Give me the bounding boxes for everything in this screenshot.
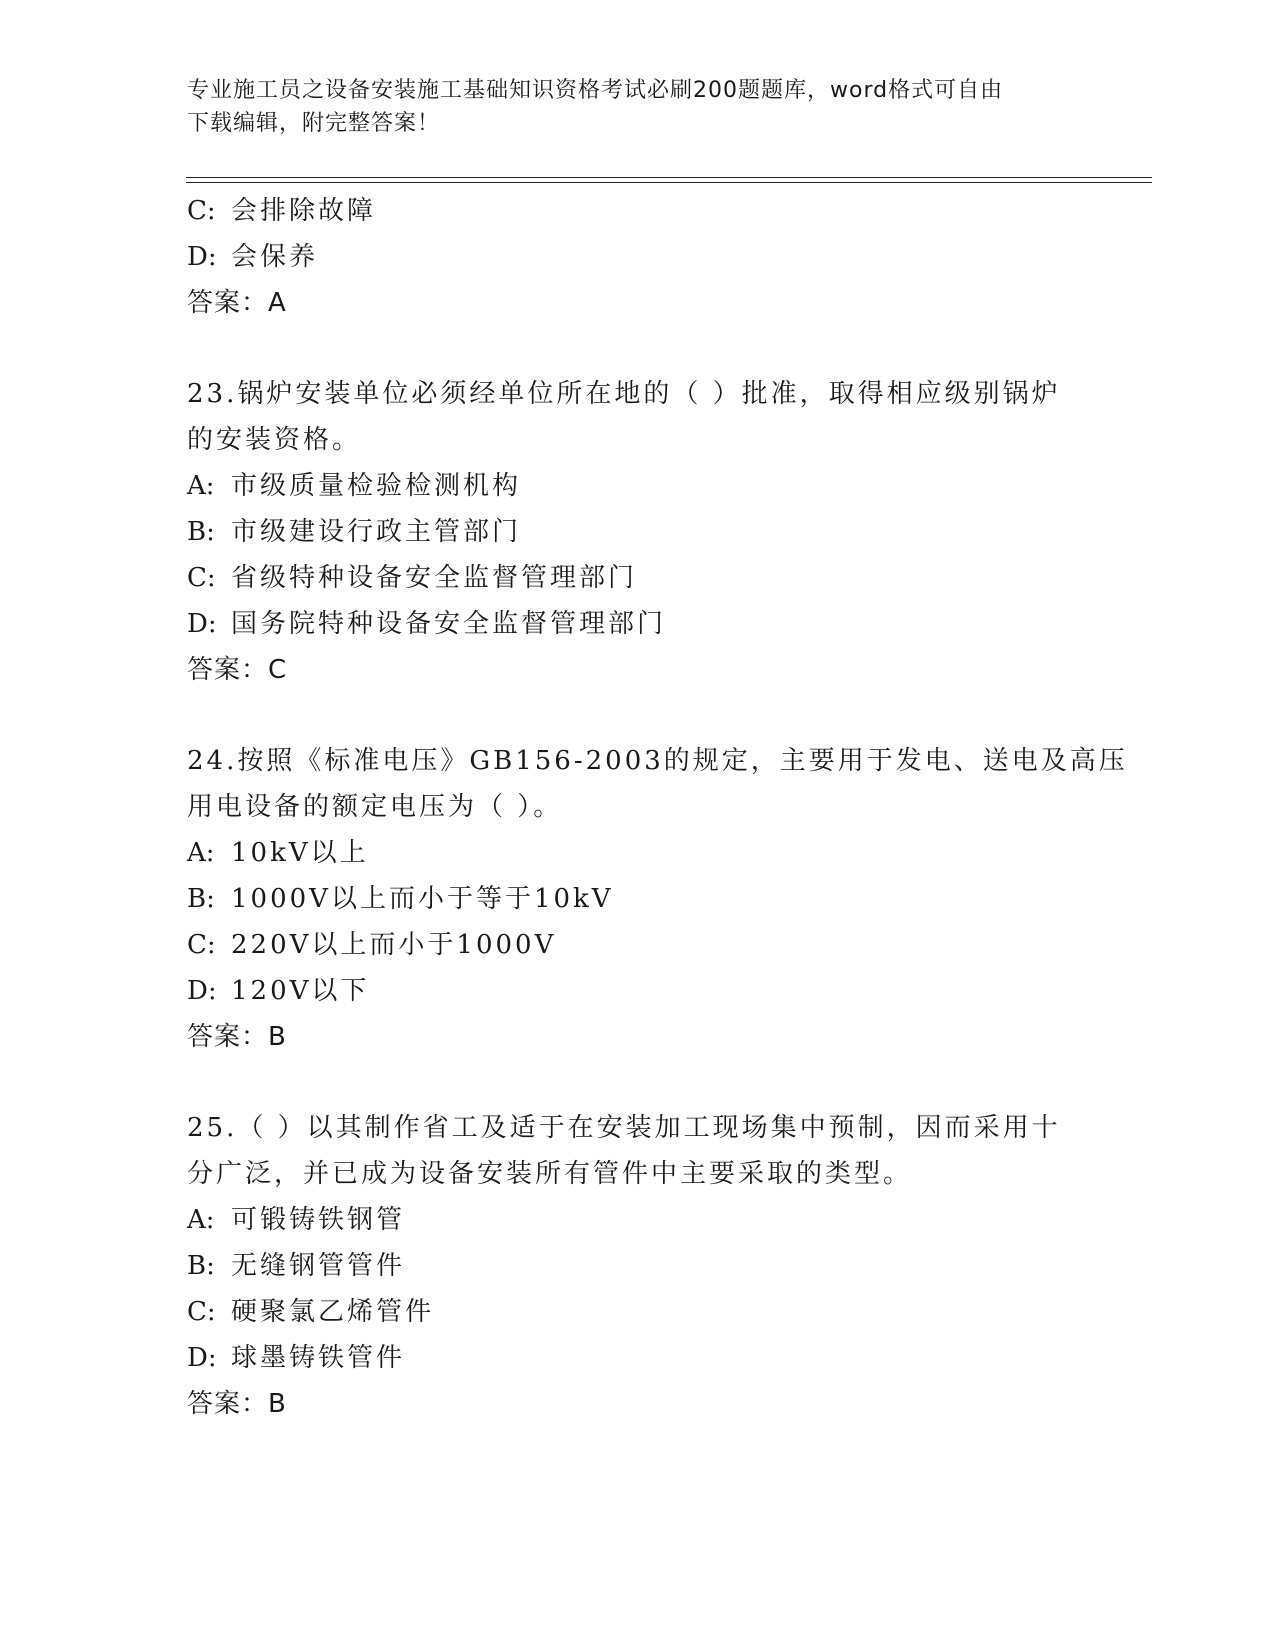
option-letter: D: bbox=[187, 1343, 217, 1373]
document-header bbox=[187, 74, 1087, 140]
question-stem-line: 24.按照《标准电压》GB156-2003的规定，主要用于发电、送电及高压 bbox=[187, 746, 1128, 776]
header-line-1: 专业施工员之设备安装施工基础知识资格考试必刷200题题库，word格式可自由 bbox=[187, 78, 1004, 103]
option-b bbox=[187, 509, 1087, 555]
option-b bbox=[187, 1243, 1087, 1289]
option-text: 无缝钢管管件 bbox=[231, 1251, 406, 1281]
question-25 bbox=[187, 1105, 1087, 1427]
option-letter: C: bbox=[187, 563, 216, 593]
option-text: 10kV以上 bbox=[231, 838, 369, 868]
option-d bbox=[187, 1335, 1087, 1381]
option-letter: C: bbox=[187, 1297, 216, 1327]
option-letter: B: bbox=[187, 884, 215, 914]
answer-line: 答案：A bbox=[187, 288, 287, 318]
question-list bbox=[187, 188, 1128, 1427]
option-letter: B: bbox=[187, 517, 215, 547]
option-text: 1000V以上而小于等于10kV bbox=[231, 884, 614, 914]
option-a bbox=[187, 1197, 1087, 1243]
option-letter: D: bbox=[187, 242, 217, 272]
option-c bbox=[187, 555, 1087, 601]
option-letter: D: bbox=[187, 976, 217, 1006]
question-stem-line: 用电设备的额定电压为（ ）。 bbox=[187, 792, 563, 822]
option-text: 220V以上而小于1000V bbox=[231, 930, 557, 960]
option-letter: A: bbox=[187, 838, 215, 868]
question-22-tail bbox=[187, 188, 1087, 326]
option-text: 市级质量检验检测机构 bbox=[231, 471, 522, 501]
option-c bbox=[187, 922, 1087, 968]
option-text: 会排除故障 bbox=[231, 196, 377, 226]
option-text: 市级建设行政主管部门 bbox=[231, 517, 522, 547]
spacer bbox=[187, 693, 1087, 738]
option-text: 120V以下 bbox=[231, 976, 370, 1006]
option-c bbox=[187, 1289, 1087, 1335]
option-text: 省级特种设备安全监督管理部门 bbox=[231, 563, 638, 593]
option-text: 国务院特种设备安全监督管理部门 bbox=[231, 609, 667, 639]
option-letter: C: bbox=[187, 196, 216, 226]
header-divider bbox=[186, 177, 1152, 183]
option-letter: B: bbox=[187, 1251, 215, 1281]
option-text: 可锻铸铁钢管 bbox=[231, 1205, 406, 1235]
header-line-2: 下载编辑，附完整答案！ bbox=[187, 111, 441, 136]
option-text: 会保养 bbox=[231, 242, 319, 272]
answer-line: 答案：B bbox=[187, 1022, 287, 1052]
question-23 bbox=[187, 371, 1087, 693]
answer-line: 答案：C bbox=[187, 655, 288, 685]
option-d bbox=[187, 968, 1087, 1014]
option-text: 球墨铸铁管件 bbox=[231, 1343, 406, 1373]
question-stem-line: 23.锅炉安装单位必须经单位所在地的（ ）批准，取得相应级别锅炉 bbox=[187, 379, 1061, 409]
option-letter: A: bbox=[187, 1205, 215, 1235]
option-letter: C: bbox=[187, 930, 216, 960]
question-stem-line: 25.（ ）以其制作省工及适于在安装加工现场集中预制，因而采用十 bbox=[187, 1113, 1061, 1143]
option-letter: D: bbox=[187, 609, 217, 639]
option-d bbox=[187, 234, 1087, 280]
question-24 bbox=[187, 738, 1128, 1060]
option-b bbox=[187, 876, 1087, 922]
question-stem-line: 分广泛，并已成为设备安装所有管件中主要采取的类型。 bbox=[187, 1159, 913, 1189]
spacer bbox=[187, 326, 1087, 371]
option-letter: A: bbox=[187, 471, 215, 501]
spacer bbox=[187, 1060, 1087, 1105]
answer-line: 答案：B bbox=[187, 1389, 287, 1419]
option-c bbox=[187, 188, 1087, 234]
option-d bbox=[187, 601, 1087, 647]
question-stem-line: 的安装资格。 bbox=[187, 425, 362, 455]
option-a bbox=[187, 830, 1087, 876]
option-a bbox=[187, 463, 1087, 509]
option-text: 硬聚氯乙烯管件 bbox=[231, 1297, 435, 1327]
